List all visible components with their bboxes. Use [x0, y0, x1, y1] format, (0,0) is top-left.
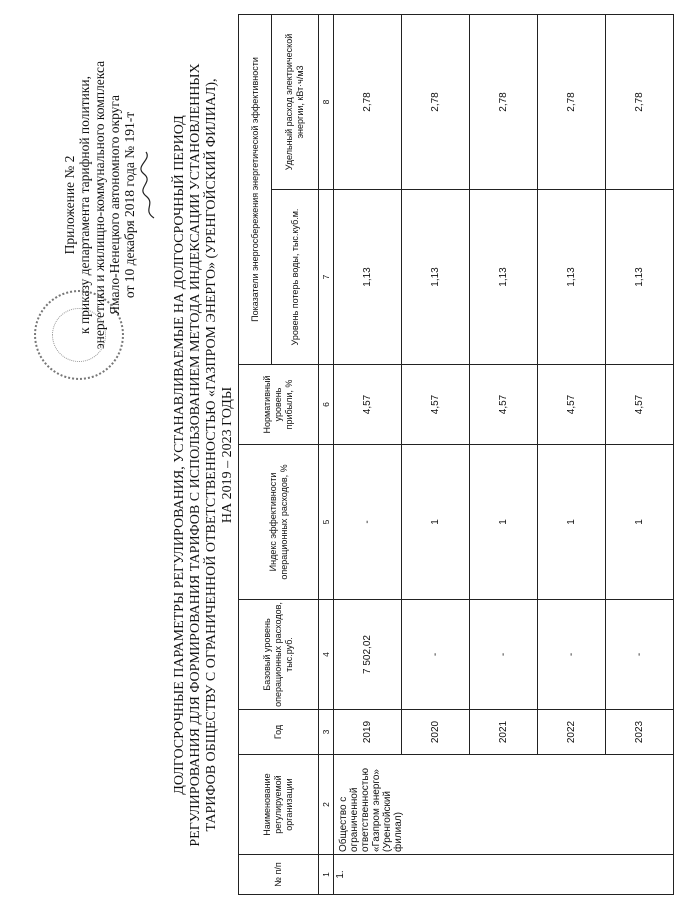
col-index: 2 — [319, 755, 334, 855]
row-number: 1. — [334, 855, 674, 895]
appendix-line: к приказу департамента тарифной политики, — [77, 76, 92, 334]
cell-power-consumption: 2,78 — [606, 15, 674, 190]
cell-power-consumption: 2,78 — [470, 15, 538, 190]
header-efficiency-index: Индекс эффективности операционных расходов, % — [239, 445, 319, 600]
header-num: № п/п — [239, 855, 319, 895]
cell-base-opex: 7 502,02 — [334, 600, 402, 710]
cell-base-opex: - — [402, 600, 470, 710]
cell-efficiency-index: 1 — [470, 445, 538, 600]
title-line: РЕГУЛИРОВАНИЯ ДЛЯ ФОРМИРОВАНИЯ ТАРИФОВ С ИСПОЛЬЗОВАНИЕМ МЕТОДА ИНДЕКСАЦИИ УСТАНОВЛЕННЫХ — [188, 63, 203, 847]
cell-water-loss: 1,13 — [470, 190, 538, 365]
appendix-line: Приложение № 2 — [62, 155, 77, 255]
parameters-table — [238, 14, 674, 895]
header-power-consumption: Удельный расход электрической энергии, кВт·ч/м3 — [272, 15, 319, 190]
cell-power-consumption: 2,78 — [402, 15, 470, 190]
cell-base-opex: - — [606, 600, 674, 710]
cell-profit: 4,57 — [334, 365, 402, 445]
appendix-header — [62, 40, 137, 370]
header-water-loss: Уровень потерь воды, тыс.куб.м. — [272, 190, 319, 365]
cell-water-loss: 1,13 — [538, 190, 606, 365]
cell-water-loss: 1,13 — [334, 190, 402, 365]
cell-year: 2022 — [538, 710, 606, 755]
cell-profit: 4,57 — [402, 365, 470, 445]
col-index: 4 — [319, 600, 334, 710]
appendix-line: энергетики и жилищно-коммунального комплекса — [92, 60, 107, 350]
col-index: 1 — [319, 855, 334, 895]
cell-power-consumption: 2,78 — [538, 15, 606, 190]
col-index: 7 — [319, 190, 334, 365]
header-org: Наименование регулируемой организации — [239, 755, 319, 855]
cell-efficiency-index: 1 — [606, 445, 674, 600]
col-index: 5 — [319, 445, 334, 600]
organization-name: Общество с ограниченной ответственностью «Газпром энерго» (Уренгойский филиал) — [334, 755, 674, 855]
title-line: ДОЛГОСРОЧНЫЕ ПАРАМЕТРЫ РЕГУЛИРОВАНИЯ, УСТАНАВЛИВАЕМЫЕ НА ДОЛГОСРОЧНЫЙ ПЕРИОД — [172, 115, 187, 795]
cell-power-consumption: 2,78 — [334, 15, 402, 190]
cell-profit: 4,57 — [470, 365, 538, 445]
cell-year: 2019 — [334, 710, 402, 755]
cell-profit: 4,57 — [538, 365, 606, 445]
col-index: 8 — [319, 15, 334, 190]
header-year: Год — [239, 710, 319, 755]
document-title — [172, 20, 236, 890]
cell-water-loss: 1,13 — [402, 190, 470, 365]
cell-year: 2020 — [402, 710, 470, 755]
col-index: 6 — [319, 365, 334, 445]
appendix-line: от 10 декабря 2018 года № 191-т — [122, 111, 137, 299]
header-profit: Нормативный уровень прибыли, % — [239, 365, 319, 445]
cell-water-loss: 1,13 — [606, 190, 674, 365]
title-line: ТАРИФОВ ОБЩЕСТВУ С ОГРАНИЧЕННОЙ ОТВЕТСТВЕННОСТЬЮ «ГАЗПРОМ ЭНЕРГО» (УРЕНГОЙСКИЙ ФИЛИАЛ), — [204, 78, 219, 832]
header-energy-group: Показатели энергосбережения энергетической эффективности — [239, 15, 272, 365]
header-base-opex: Базовый уровень операционных расходов, тыс.руб. — [239, 600, 319, 710]
cell-efficiency-index: 1 — [538, 445, 606, 600]
cell-year: 2023 — [606, 710, 674, 755]
cell-profit: 4,57 — [606, 365, 674, 445]
signature-mark — [140, 150, 158, 220]
cell-base-opex: - — [470, 600, 538, 710]
cell-base-opex: - — [538, 600, 606, 710]
cell-year: 2021 — [470, 710, 538, 755]
cell-efficiency-index: 1 — [402, 445, 470, 600]
title-line: НА 2019 – 2023 ГОДЫ — [220, 386, 235, 524]
col-index: 3 — [319, 710, 334, 755]
cell-efficiency-index: - — [334, 445, 402, 600]
appendix-line: Ямало-Ненецкого автономного округа — [107, 95, 122, 315]
